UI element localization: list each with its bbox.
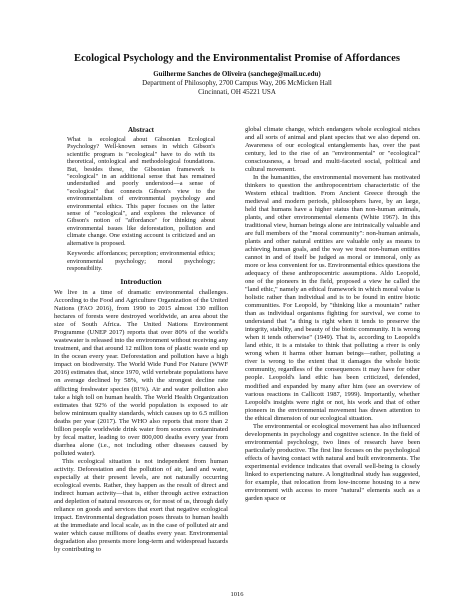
affiliation-line-1: Department of Philosophy, 2700 Campus Way, 206 McMicken Hall	[142, 79, 332, 88]
abstract-text: What is ecological about Gibsonian Ecological Psychology? Well-known senses in which Gibson's scientific program is "ecological" have to do with its theoretical, ontological and methodological foundations. But, besides these, the Gibsonian framework is "ecological" in an additional sense that has remained understudied and poorly understood—a sense of "ecological" that connects Gibson's view to the environmentalism of environmental psychology and environmental ethics. This paper focuses on the latter sense of "ecological", and explores the relevance of Gibson's notion of "affordance" for thinking about environmental issues like deforestation, pollution and climate change. One existing account is criticized and an alternative is proposed.	[67, 136, 215, 247]
intro-paragraph-1: We live in a time of dramatic environmental challenges. According to the Food and Agriculture Organization of the United Nations (FAO 2016), from 1990 to 2015 almost 130 million hectares of forests were destroyed worldwide, an area about the size of South Africa. The United Nations Environment Programme (UNEP 2017) reports that over 80% of the world's wastewater is released into the environment without receiving any treatment, and that around 12 million tons of plastic waste end up in the ocean every year. Deforestation and pollution have a high impact on biodiversity. The World Wide Fund For Nature (WWF 2016) estimates that, since 1970, wild vertebrate populations have on average declined by 58%, with the strongest decline rate afflicting freshwater species (81%). Air and water pollution also take a high toll on human health. The World Health Organization estimates that 92% of the world population is exposed to air below minimum quality standards, which causes up to 6.5 million deaths per year (2017). The WHO also reports that more than 2 billion people worldwide drink water from sources contaminated by fecal matter, leading to over 800,000 deaths every year from diarrhea alone (i.e., not including other diseases caused by polluted water).	[54, 289, 228, 457]
page-number: 1016	[230, 591, 244, 598]
right-column	[245, 126, 420, 503]
right-paragraph-1: global climate change, which endangers whole ecological niches and all sorts of animal and plant species that we also depend on. Awareness of our ecological entanglements has, over the past century, led to the rise of an "environmental" or "ecological" consciousness, a broad and multi-faceted social, political and cultural movement.	[245, 126, 420, 174]
paper-title: Ecological Psychology and the Environmentalist Promise of Affordances	[74, 53, 400, 64]
intro-heading: Introduction	[120, 277, 162, 287]
abstract-body	[54, 136, 228, 247]
abstract-heading: Abstract	[127, 126, 155, 134]
affiliation-line-2: Cincinnati, OH 45221 USA	[198, 88, 276, 97]
left-column	[54, 126, 228, 554]
intro-paragraph-2: This ecological situation is not independent from human activity. Deforestation and the pollution of air, land and water, especially at their present levels, are not naturally occurring ecological events. Rather, they happen as the result of direct and indirect human activity—that is, either through active extraction and depletion of natural resources or, for most of us, through daily reliance on goods and services that exert that negative ecological impact. Environmental degradation poses threats to human health at the immediate and local scale, as in the case of polluted air and water which cause millions of deaths every year. Environmental degradation also presents more long-term and widespread hazards by contributing to	[54, 457, 228, 553]
author-block	[40, 70, 434, 98]
right-paragraph-3: The environmental or ecological movement has also influenced developments in psychology and cognitive science. In the field of environmental psychology, two lines of research have been particularly productive. The first line focuses on the psychological effects of having contact with natural and built environments. The experimental evidence indicates that overall well-being is closely linked to experiencing nature. A longitudinal study has suggested, for example, that relocation from low-income housing to a new environment with access to more "natural" elements such as a garden space or	[245, 422, 420, 502]
right-paragraph-2: In the humanities, the environmental movement has motivated thinkers to question the anthropocentrism characteristic of the Western ethical tradition. From Ancient Greece through the medieval and modern periods, philosophers have, by an large, held that humans have a higher status than non-human animals, plants, and other environmental elements (White 1967). In this traditional view, human beings alone are intrinsically valuable and are full members of the "moral community": non-human animals, plants and other natural entities are valuable only as means to achieving human goals, and the way we treat non-human entities cannot in and of itself be judged as moral or immoral, only as more or less convenient for us. Environmental ethics questions the adequacy of these anthropocentric assumptions. Aldo Leopold, one of the pioneers in the field, proposed a view he called the "land ethic," namely an ethical framework in which moral value is holistic rather than individual and is to be found in entire biotic communities. For Leopold, by "thinking like a mountain" rather than as individual organisms fighting for survival, we come to understand that "a thing is right when it tends to preserve the integrity, stability, and beauty of the biotic community. It is wrong when it tends otherwise" (1949). That is, according to Leopold's land ethic, it is a mistake to think that polluting a river is only wrong when it harms other human beings—rather, polluting a river is wrong to the extent that it damages the whole biotic community, regardless of the consequences it may have for other people. Leopold's land ethic has been criticized, defended, modified and expanded by many after him (see an overview of various reactions in Callicott 1987, 1999). Importantly, whether Leopold's insights were right or not, his work and that of other pioneers in the environmental movement has drawn attention to the ethical dimension of our ecological situation.	[245, 174, 420, 422]
keywords: Keywords: affordances; perception; environmental ethics; environmental psychology; moral psychology; responsibility.	[67, 250, 215, 272]
author-name: Guilherme Sanches de Oliveira (sanchege@mail.uc.edu)	[153, 70, 321, 78]
